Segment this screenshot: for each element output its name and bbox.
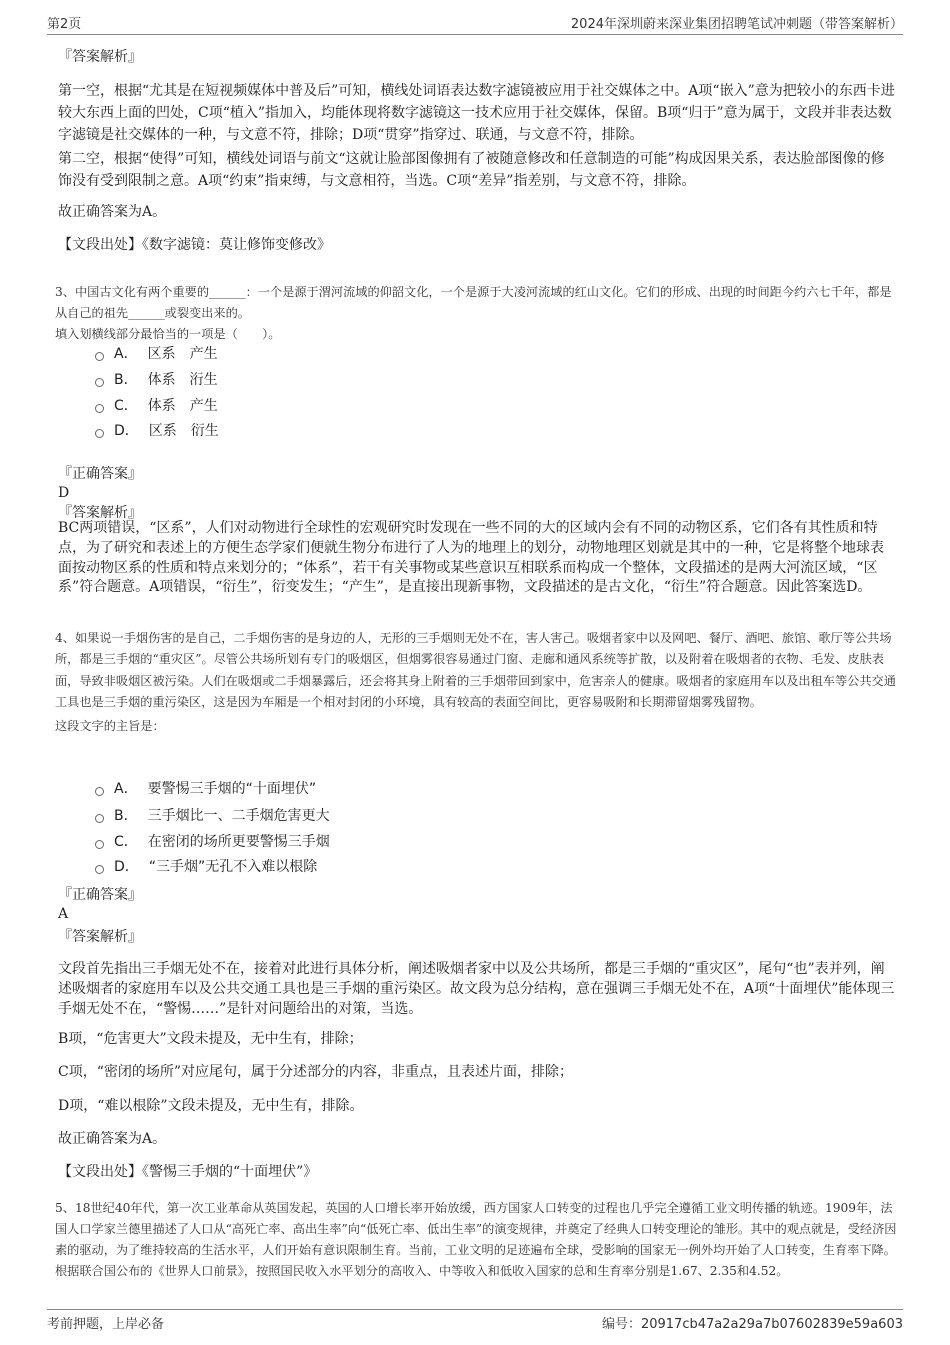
q4-conclusion: 故正确答案为A。 [58, 1131, 167, 1147]
radio-button-icon[interactable] [95, 840, 104, 849]
q3-option-a[interactable]: A． 区系 产生 [95, 343, 218, 365]
document-code: 编号：20917cb47a2a29a7b07602839e59a603 [601, 1317, 903, 1332]
q3-analysis: BC两项错误，“区系”，人们对动物进行全球性的宏观研究时发现在一些不同的大的区域内会有不同的动物区系，它们各有其性质和特点，为了研究和表述上的方便生态学家们便就生物分布进行了人为的地理上的划分，动物地理区划就是其中的一种，它是将整个地球表面按动物区系的性质和特点来划分的；“体系”，若干有关事物或某些意识互相联系而构成一个整体，文段描述的是两大河流区域，“区系”符合题意。A项错误，“衍生”，衍变发生；“产生”，是直接出现新事物，文段描述的是古文化，“衍生”符合题意。因此答案选D。 [58, 520, 884, 596]
page-number: 第2页 [47, 17, 82, 32]
q3-option-d[interactable]: D． 区系 衍生 [95, 420, 219, 442]
page-footer [47, 1309, 903, 1337]
radio-button-icon[interactable] [95, 787, 104, 796]
q4-analysis-d: D项，“难以根除”文段未提及，无中生有，排除。 [58, 1098, 364, 1114]
radio-button-icon[interactable] [95, 378, 104, 387]
q2-source: 【文段出处】《数字滤镜：莫让修饰变修改》 [58, 237, 331, 253]
q4-analysis-label: 『答案解析』 [58, 929, 142, 945]
q4-answer-label: 『正确答案』 [58, 887, 142, 903]
q3-option-c[interactable]: C． 体系 产生 [95, 395, 218, 417]
radio-button-icon[interactable] [95, 352, 104, 361]
radio-button-icon[interactable] [95, 404, 104, 413]
q4-stem: 4、如果说一手烟伤害的是自己，二手烟伤害的是身边的人，无形的三手烟则无处不在，害人害己。吸烟者家中以及网吧、餐厅、酒吧、旅馆、歌厅等公共场所，都是三手烟的“重灾区”。尽管公共场所划有专门的吸烟区，但烟雾很容易通过门窗、走廊和通风系统等扩散，以及附着在吸烟者的衣物、毛发、皮肤表面，导致非吸烟区被污染。人们在吸烟或二手烟暴露后，还会将其身上附着的三手烟带回到家中，危害亲人的健康。吸烟者的家庭用车以及出租车等公共交通工具也是三手烟的重污染区，这是因为车厢是一个相对封闭的小环境，具有较高的表面空间比，更容易吸附和长期滞留烟雾残留物。 [55, 631, 896, 709]
q2-analysis-para1: 第一空，根据“尤其是在短视频媒体中普及后”可知，横线处词语表达数字滤镜被应用于社交媒体之中。A项“嵌入”意为把较小的东西卡进较大东西上面的凹处，C项“植入”指加入，均能体现将数字滤镜这一技术应用于社交媒体，保留。B项“归于”意为属于，文段并非表达数字滤镜是社交媒体的一种，与文意不符，排除；D项“贯穿”指穿过、联通，与文意不符，排除。 [58, 83, 895, 143]
q3-option-b[interactable]: B． 体系 洐生 [95, 369, 218, 391]
q4-answer: A [58, 906, 69, 922]
radio-button-icon[interactable] [95, 865, 104, 874]
q3-answer-label: 『正确答案』 [58, 466, 142, 482]
radio-button-icon[interactable] [95, 429, 104, 438]
q2-conclusion: 故正确答案为A。 [58, 204, 167, 220]
q4-prompt: 这段文字的主旨是： [55, 719, 165, 733]
q4-source: 【文段出处】《警惕三手烟的“十面埋伏”》 [58, 1164, 318, 1180]
footer-slogan: 考前押题，上岸必备 [47, 1317, 165, 1332]
q3-answer: D [58, 485, 70, 501]
q4-option-b[interactable]: B． 三手烟比一、二手烟危害更大 [95, 805, 330, 827]
q4-option-c[interactable]: C． 在密闭的场所更要警惕三手烟 [95, 831, 330, 853]
q4-analysis-b: B项，“危害更大”文段未提及，无中生有，排除； [58, 1031, 363, 1047]
q2-analysis-para2: 第二空，根据“使得”可知，横线处词语与前文“这就让脸部图像拥有了被随意修改和任意制造的可能”构成因果关系，表达脸部图像的修饰没有受到限制之意。A项“约束”指束缚，与文意相符，当选。C项“差异”指差别，与文意不符，排除。 [58, 151, 885, 189]
q3-prompt: 填入划横线部分最恰当的一项是（ ）。 [55, 327, 281, 341]
document-title: 2024年深圳蔚来深业集团招聘笔试冲刺题（带答案解析） [570, 17, 903, 32]
q4-option-d[interactable]: D． “三手烟”无孔不入难以根除 [95, 856, 317, 878]
q2-analysis-label: 『答案解析』 [58, 49, 142, 65]
q4-option-a[interactable]: A． 要警惕三手烟的“十面埋伏” [95, 778, 316, 800]
page-header [47, 10, 903, 35]
q4-analysis-c: C项，“密闭的场所”对应尾句，属于分述部分的内容，非重点，且表述片面，排除； [58, 1064, 574, 1080]
radio-button-icon[interactable] [95, 814, 104, 823]
q4-analysis-para1: 文段首先指出三手烟无处不在，接着对此进行具体分析，阐述吸烟者家中以及公共场所，都是三手烟的“重灾区”，尾句“也”表并列，阐述吸烟者的家庭用车以及公共交通工具也是三手烟的重污染区。故文段为总分结构，意在强调三手烟无处不在，A项“十面埋伏”能体现三手烟无处不在，“警惕……”是针对问题给出的对策，当选。 [58, 961, 895, 1017]
q3-analysis-label: 『答案解析』 [58, 505, 142, 521]
q3-stem: 3、中国古文化有两个重要的______：一个是源于渭河流域的仰韶文化，一个是源于大凌河流域的红山文化。它们的形成、出现的时间距今约六七千年，都是从自己的祖先______或裂变出来的。 [55, 285, 892, 321]
q5-stem: 5、18世纪40年代，第一次工业革命从英国发起，英国的人口增长率开始放缓，西方国家人口转变的过程也几乎完全遵循工业文明传播的轨迹。1909年，法国人口学家兰德里描述了人口从“高死亡率、高出生率”向“低死亡率、低出生率”的演变规律，并奠定了经典人口转变理论的雏形。其中的观点就是，受经济因素的驱动，为了维持较高的生活水平，人们开始有意识限制生育。当前，工业文明的足迹遍布全球，受影响的国家无一例外均开始了人口转变，生育率下降。根据联合国公布的《世界人口前景》，按照国民收入水平划分的高收入、中等收入和低收入国家的总和生育率分别是1.67、2.35和4.52。 [55, 1201, 897, 1278]
